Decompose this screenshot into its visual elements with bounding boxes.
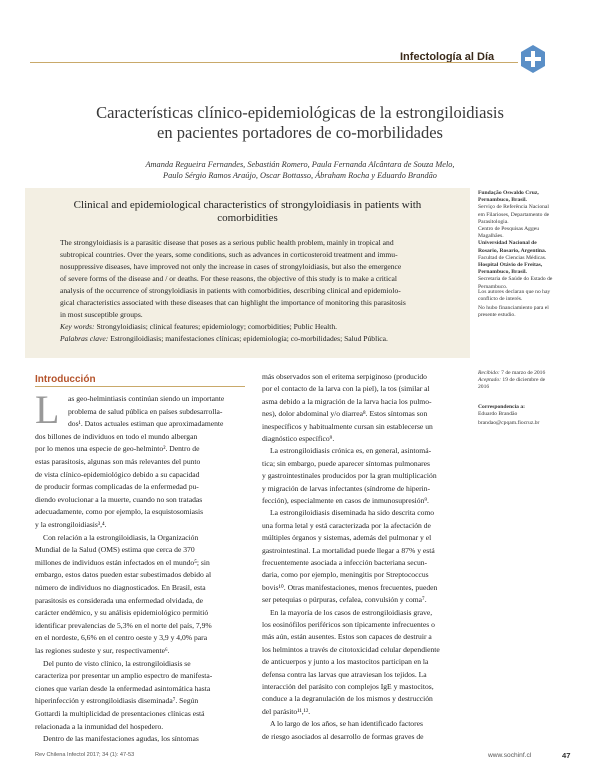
body-line: caracteriza por presentar un amplio espectro de manifesta- [35,671,213,681]
body-line: y gastrointestinales producidos por la gran multiplicación [262,471,437,481]
section-heading-rule [35,386,245,387]
accepted-value: 19 de diciembre de [502,377,546,383]
section-heading: Introducción [35,374,96,385]
body-line: los eosinófilos periféricos son típicamente infrecuentes o [262,620,435,629]
body-line: más aún, están ausentes. Estos son capaces de destruir a [262,632,432,642]
body-line: bovis¹⁰. Otras manifestaciones, menos frecuentes, pueden [262,582,438,592]
body-line: y migración de larvas infectantes (síndrome de hiperin- [262,483,431,493]
body-line: gastrointestinal. La mortalidad puede llegar a 87% y está [262,545,435,555]
body-line: Gottardi la multiplicidad de presentaciones clínicas está [35,709,205,718]
received-label: Recibido: [478,370,500,376]
body-line: por el contacto de la larva con la piel), la tos (similar al [262,384,430,394]
keywords-en-label: Key words: [60,322,95,331]
body-line: los helmintos a través de citotoxicidad celular dependiente [262,644,440,654]
english-title-line-2: comorbidities [217,212,278,224]
body-line: adecuadamente, como por ejemplo, la esquistosomiasis [35,507,204,517]
journal-logo-icon [520,44,546,74]
conflict-line: conflicto de interés. [478,296,523,302]
body-line: as geo-helmintiasis continúan siendo un importante [68,394,225,403]
body-line: fección), especialmente en casos de inmunosupresión⁹. [262,496,429,505]
affiliation-line: Hospital Otávio de Freitas, [478,262,543,268]
english-title-line-1: Clinical and epidemiological characteristics of strongyloidiasis in patients with [73,199,422,211]
accepted-label: Aceptado: [478,377,501,383]
body-line: nes), dolor abdominal y/o diarrea⁸. Estos síntomas son [262,409,428,419]
affiliation-line: Parasitologia. [478,218,509,225]
received-date [478,370,545,376]
authors-line-2: Paulo Sérgio Ramos Araújo, Oscar Bottasso, Ábraham Rocha y Eduardo Brandão [163,171,437,180]
body-line: hiperinfección y estrongiloidiasis diseminada⁷. Según [35,696,199,706]
affiliation-line: Pernambuco. [478,283,508,290]
correspondence-label: Correspondencia a: [478,404,525,410]
body-line: de anticuerpos y junto a los mastocitos participan en la [262,657,429,667]
affiliation-line: Serviço de Referência Nacional [478,204,549,211]
keywords-en [60,322,337,331]
abstract-line: nosuppressive diseases, have improved not only the increase in cases of strongyloidiasis, but also the emergence [60,262,402,271]
drop-cap: L [35,387,60,432]
received-value: 7 de marzo de 2016 [501,370,546,376]
correspondence-name: Eduardo Brandão [478,411,518,417]
affiliation-line: Facultad de Ciencias Médicas. [478,254,547,261]
body-line: por lo menos una especie de geo-helminto². Dentro de [35,444,200,454]
affiliation-line: Centro de Pesquisas Aggeu [478,226,540,232]
body-line: Mundial de la Salud (OMS) estima que cerca de 370 [35,545,195,555]
body-line: identificar prevalencias de 5,3% en el norte del país, 7,9% [35,620,212,630]
body-line: daria, como por ejemplo, meningitis por Streptococcus [262,570,429,580]
body-line: diagnóstico específico⁹. [262,434,335,443]
authors-line-1: Amanda Regueira Fernandes, Sebastián Romero, Paula Fernanda Alcântara de Souza Melo, [145,160,455,169]
body-line: En la mayoría de los casos de estrongiloidiasis grave, [270,607,433,617]
body-line: embargo, estos datos pueden estar subestimados debido al [35,570,212,580]
abstract-line: gical characteristics associated with these diseases that can highlight the importance of monitoring this parasitosis [60,298,406,307]
body-line: dos billones de individuos en todo el mundo albergan [35,431,198,441]
body-line: frecuentemente asociada a infección bacteriana secun- [262,558,428,567]
affiliation-line: Pernambuco, Brasil. [478,197,527,204]
body-line: de riesgo asociados al desarrollo de formas graves de [262,731,424,741]
body-line: conduce a la degranulación de los mismos y destrucción [262,694,433,704]
body-line: tica; sin embargo, puede aparecer síntomas pulmonares [262,458,430,468]
body-line: dos¹. Datos actuales estiman que aproximadamente [68,419,224,429]
accepted-date [478,377,545,383]
affiliation-line: Universidad Nacional de [478,240,537,247]
affiliation-line: em Filarioses, Departamento de [478,211,550,218]
article-title-line-1: Características clínico-epidemiológicas de la estrongiloidiasis [96,103,504,122]
section-label: Infectología al Día [400,51,495,63]
body-line: ciones que varían desde la enfermedad asintomática hasta [35,683,211,693]
body-line: La estrongiloidiasis crónica es, en general, asintomá- [270,446,432,456]
body-line: las regiones sudeste y sur, respectivamente⁶. [35,646,170,655]
keywords-es-label: Palabras clave: [60,334,109,343]
keywords-es-text: Estrongiloidiasis; manifestaciones clínicas; epidemiología; co-morbilidades; Salud Pública. [110,334,388,343]
body-line: número de individuos no diagnosticados. En Brasil, esta [35,583,206,592]
correspondence-email[interactable]: brandao@cpqam.fiocruz.br [478,420,540,426]
affiliation-line: Magalhães. [478,233,504,240]
affiliation-line: Rosario, Rosario, Argentina. [478,247,547,254]
body-line: estas parasitosis, algunas son más relevantes del punto [35,457,201,466]
affiliation-line: Fundação Oswaldo Cruz, [478,190,539,196]
body-line: de producir formas complicadas de la enfermedad pu- [35,482,199,492]
body-line: relacionada a la inmunidad del hospedero. [35,721,164,731]
body-line: más observados son el eritema serpiginoso (producido [262,372,427,381]
body-line: múltiples órganos y sistemas, además del pulmonar y el [262,533,432,543]
abstract-line: in most susceptible groups. [60,310,143,319]
body-line: Con relación a la estrongiloidiasis, la Organización [43,532,199,542]
body-line: millones de individuos están infectados en el mundo⁵; sin [35,557,210,567]
abstract-line: analysis of the occurrence of strongyloidiasis in patients with comorbidities, describing clinical and epidemiolo- [60,286,401,295]
abstract-line: subtropical countries. Over the years, some conditions, such as advances in corticosteroid treatment and immu- [60,250,398,259]
footer-journal: Rev Chilena Infectol 2017; 34 (1): 47-53 [35,752,135,758]
accepted-year: 2016 [478,384,490,390]
footer-url[interactable]: www.sochinf.cl [488,752,532,759]
abstract-line: of severe forms of the disease and / or deaths. For these reasons, the objective of this study is to make a critical [60,274,397,283]
body-line: Dentro de las manifestaciones agudas, los síntomas [43,734,199,744]
body-line: carácter endémico, y su análisis epidemiológico permitió [35,608,209,618]
body-line: parasitosis es considerada una enfermedad olvidada, de [35,595,204,605]
abstract-line: The strongyloidiasis is a parasitic disease that poses as a serious public health problem, mainly in tropical and [60,238,394,247]
keywords-es [60,334,388,343]
body-line: una forma letal y está caracterizada por la afectación de [262,520,431,530]
body-line: ser petequias o púrpuras, cefalea, convulsión y coma⁷. [262,595,427,605]
body-line: problema de salud pública en países subdesarrolla- [68,406,223,416]
funding-line: No hubo financiamiento para el [478,305,549,311]
affiliation-line: Secretaria de Saúde do Estado de [478,276,553,283]
body-line: La estrongiloidiasis diseminada ha sido descrita como [270,508,435,518]
body-line: del parásito¹¹,¹². [262,706,311,716]
affiliation-line: Pernambuco, Brasil. [478,269,527,276]
body-line: asma debido a la migración de la larva hacia los pulmo- [262,396,432,406]
body-line: defensa contra las larvas que atraviesan los tejidos. La [262,669,427,679]
body-line: A lo largo de los años, se han identificado factores [270,719,423,729]
funding-line: presente estudio. [478,312,516,318]
body-line: y la estrongiloidiasis³,⁴. [35,520,107,529]
body-line: interacción del parásito con complejos IgE y mastocitos, [262,682,434,691]
page-number: 47 [562,751,571,760]
body-line: inespecíficos y habitualmente cursan sin establecerse un [262,421,433,431]
body-line: Del punto de visto clínico, la estrongiloidiasis se [43,658,191,668]
article-title-line-2: en pacientes portadores de co-morbilidades [157,123,443,142]
conflict-line: Los autores declaran que no hay [478,289,551,295]
body-line: de vista clínico-epidemiológico debido a su capacidad [35,469,200,479]
body-line: diendo evolucionar a la muerte, cuando no son tratadas [35,494,203,504]
body-line: en el nordeste, 6,6% en el centro oeste y 3,9 y 4,0% para [35,633,208,643]
keywords-en-text: Strongyloidiasis; clinical features; epidemiology; comorbidities; Public Health. [96,322,338,331]
header-divider [30,62,518,63]
